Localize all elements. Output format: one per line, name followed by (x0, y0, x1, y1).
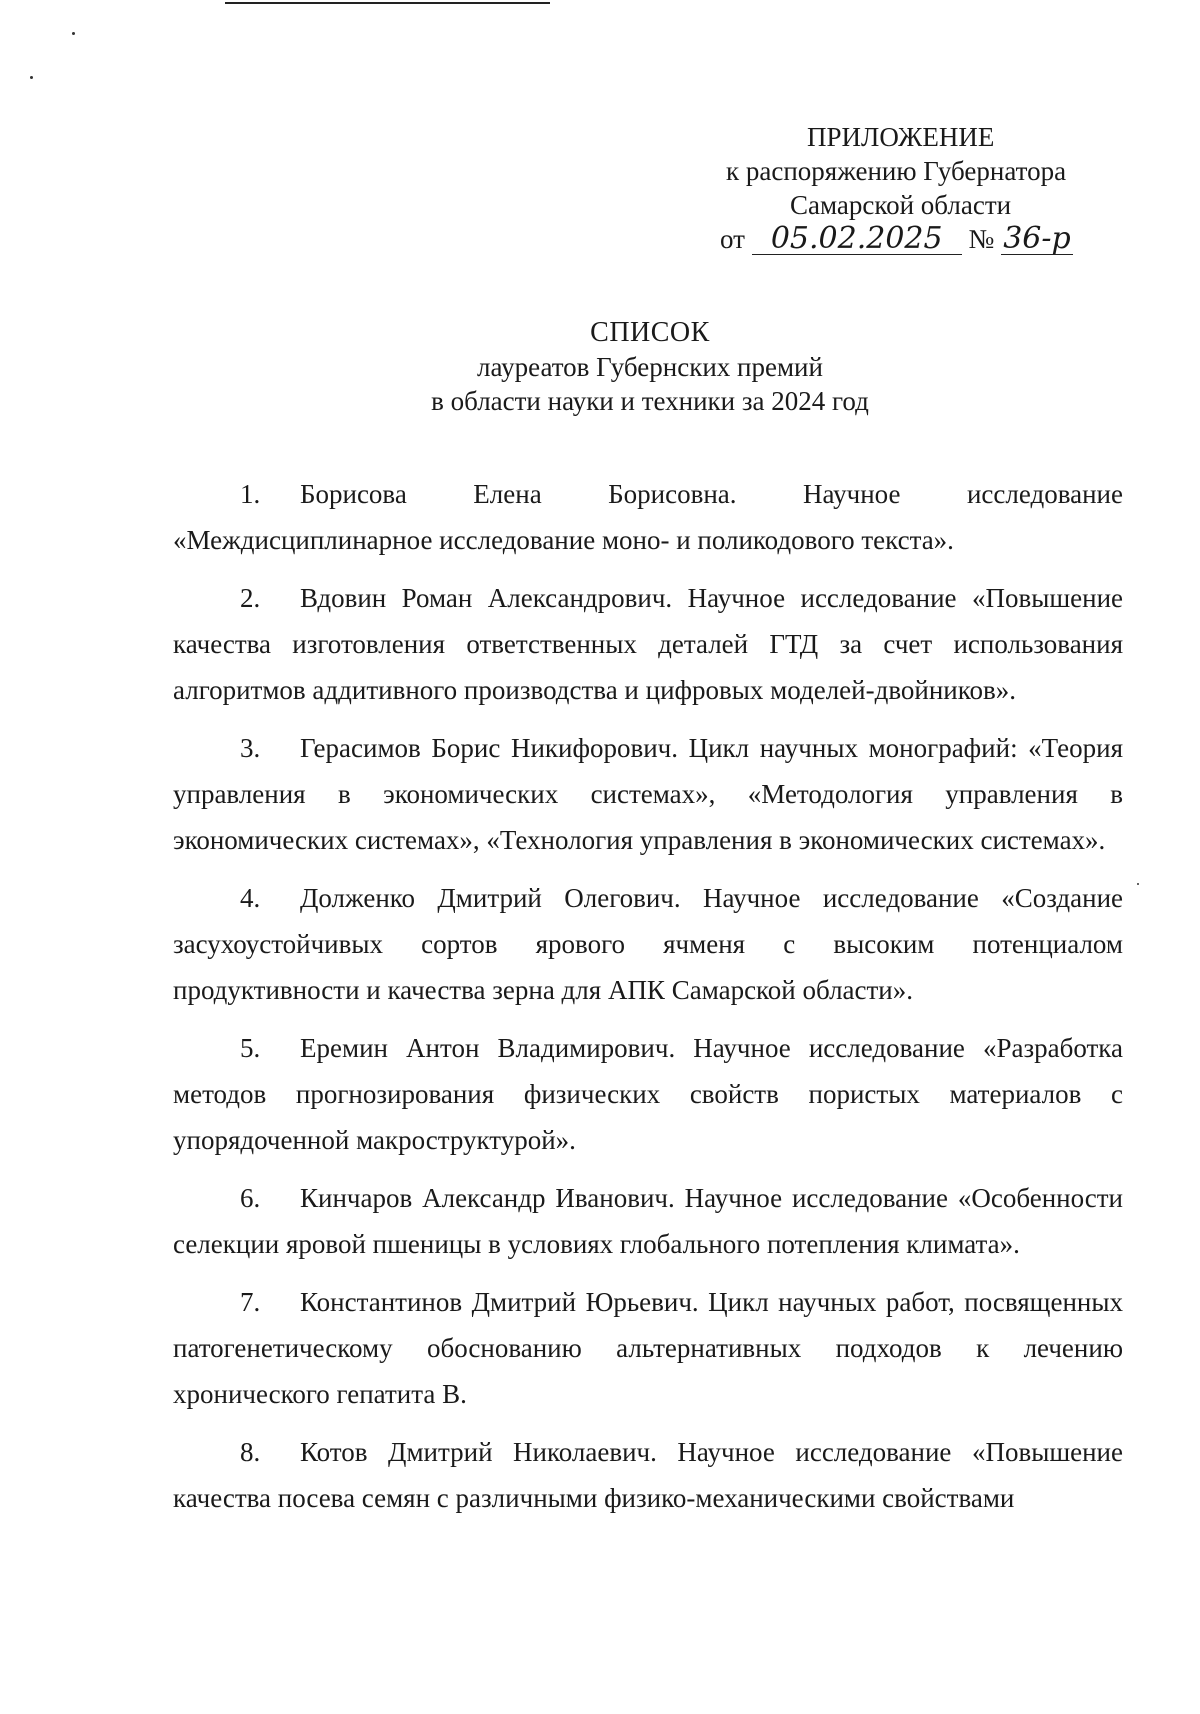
laureates-list (173, 471, 1123, 1521)
list-item (173, 1025, 1123, 1163)
appendix-decree-line: к распоряжению Губернатора (726, 156, 1067, 186)
scan-speck (72, 32, 75, 35)
list-item (173, 1175, 1123, 1267)
item-number: 3. (240, 733, 261, 763)
list-item (173, 575, 1123, 713)
title-subtitle-1: лауреатов Губернских премий (477, 352, 823, 382)
item-number: 1. (240, 479, 261, 509)
item-text: Герасимов Борис Никифорович. Цикл научных монографий: «Теория управления в экономических системах», «Методология управления в экономических системах», «Технология управления в экономических системах». (173, 733, 1123, 855)
list-item (173, 725, 1123, 863)
appendix-region-line: Самарской области (790, 190, 1012, 220)
item-number: 5. (240, 1033, 261, 1063)
item-number: 4. (240, 883, 261, 913)
item-text: Еремин Антон Владимирович. Научное исследование «Разработка методов прогнозирования физических свойств пористых материалов с упорядоченной макроструктурой». (173, 1033, 1123, 1155)
scan-speck (30, 76, 33, 79)
list-item (173, 875, 1123, 1013)
item-number: 6. (240, 1183, 261, 1213)
item-text: Константинов Дмитрий Юрьевич. Цикл научных работ, посвященных патогенетическому обоснованию альтернативных подходов к лечению хронического гепатита В. (173, 1287, 1123, 1409)
item-number: 2. (240, 583, 261, 613)
item-text: Борисова Елена Борисовна. Научное исследование «Междисциплинарное исследование моно- и поликодового текста». (173, 479, 1123, 555)
item-text: Кинчаров Александр Иванович. Научное исследование «Особенности селекции яровой пшеницы в условиях глобального потепления климата». (173, 1183, 1123, 1259)
from-label: от (720, 224, 745, 254)
item-text: Долженко Дмитрий Олегович. Научное исследование «Создание засухоустойчивых сортов ярового ячменя с высоким потенциалом продуктивности и качества зерна для АПК Самарской области». (173, 883, 1123, 1005)
item-number: 7. (240, 1287, 261, 1317)
top-edge-rule (225, 2, 550, 4)
list-item (173, 471, 1123, 563)
title-main: СПИСОК (590, 317, 710, 348)
number-label: № (968, 224, 995, 254)
appendix-heading: ПРИЛОЖЕНИЕ (807, 122, 995, 152)
appendix-header (700, 120, 1100, 262)
list-item (173, 1279, 1123, 1417)
list-item (173, 1429, 1123, 1521)
item-number: 8. (240, 1437, 261, 1467)
document-title (0, 316, 1200, 418)
appendix-date-number-line (700, 222, 1100, 262)
item-text: Вдовин Роман Александрович. Научное исследование «Повышение качества изготовления ответственных деталей ГТД за счет использования алгоритмов аддитивного производства и цифровых моделей-двойников». (173, 583, 1123, 705)
handwritten-date: 05.02.2025 (752, 224, 962, 255)
title-subtitle-2: в области науки и техники за 2024 год (431, 386, 869, 416)
handwritten-number: 36-р (1001, 224, 1073, 255)
item-text: Котов Дмитрий Николаевич. Научное исследование «Повышение качества посева семян с различными физико-механическими свойствами (173, 1437, 1123, 1513)
scan-speck (1137, 883, 1139, 885)
